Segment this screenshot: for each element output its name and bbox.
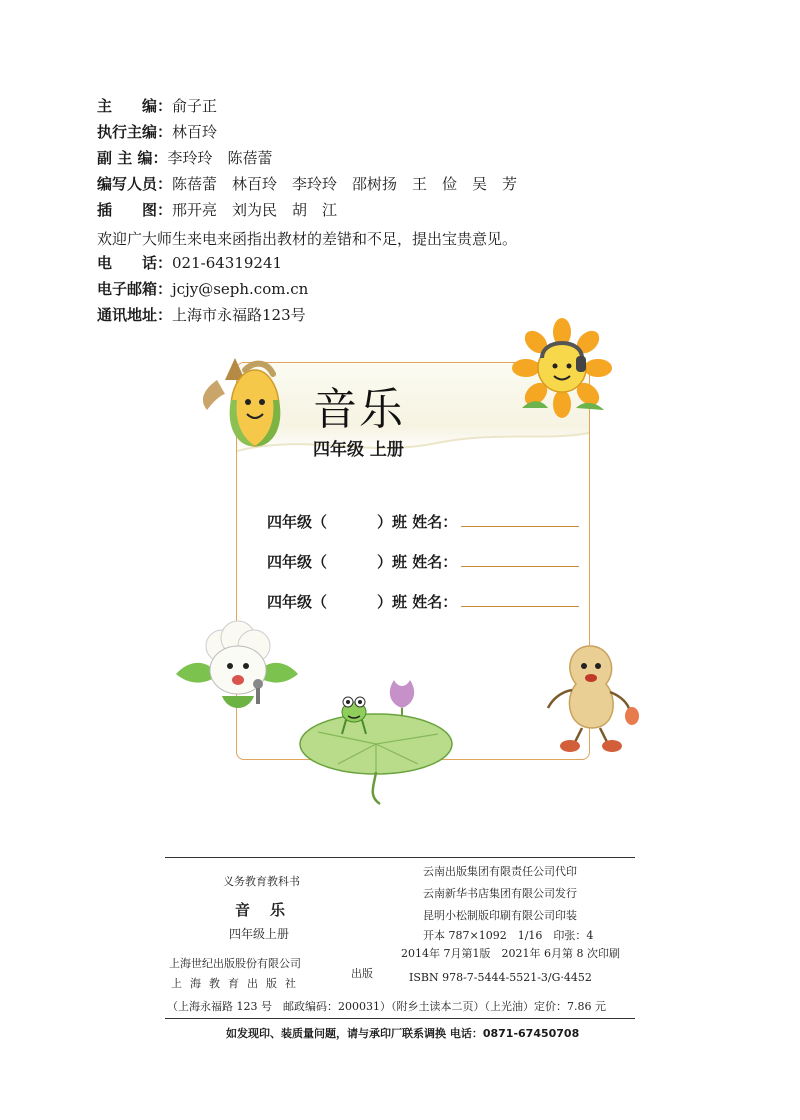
- class-label: ）班: [377, 553, 408, 571]
- corn-character-illustration: [195, 340, 295, 455]
- credit-value: 陈蓓蕾 林百玲 李玲玲 邵树扬 王 俭 吴 芳: [172, 175, 518, 193]
- contact-value: 上海市永福路123号: [172, 306, 306, 324]
- name-input-line[interactable]: [461, 554, 579, 567]
- peanut-character-illustration: [542, 636, 642, 756]
- credit-value: 俞子正: [172, 97, 218, 115]
- contact-label: 电子邮箱：: [97, 280, 173, 298]
- credit-label: 执行主编：: [97, 123, 173, 141]
- credit-label: 主 编：: [97, 97, 173, 115]
- credit-row-writers: [97, 171, 517, 197]
- name-label: 姓名：: [412, 553, 458, 571]
- colophon-printer-line: 云南出版集团有限责任公司代印: [423, 865, 577, 878]
- name-field-row: [267, 551, 579, 572]
- credit-row-illustrators: [97, 197, 517, 223]
- colophon-publisher-2: 上海教育出版社: [171, 977, 304, 990]
- contact-value: 021-64319241: [172, 254, 283, 272]
- contact-value: jcjy@seph.com.cn: [172, 280, 309, 298]
- credit-row-executive-editor: [97, 119, 517, 145]
- name-input-line[interactable]: [461, 514, 579, 527]
- quality-notice: 如发现印、装质量问题，请与承印厂联系调换 电话：0871-67450708: [226, 1027, 580, 1040]
- sunflower-character-illustration: [512, 318, 612, 418]
- colophon-chuban: 出版: [351, 967, 373, 980]
- name-field-row: [267, 511, 579, 532]
- colophon: [165, 857, 635, 1018]
- colophon-series: 义务教育教科书: [223, 875, 300, 888]
- book-title: 音乐: [313, 384, 405, 435]
- name-field-row: [267, 591, 579, 612]
- name-input-line[interactable]: [461, 594, 579, 607]
- name-label: 姓名：: [412, 513, 458, 531]
- name-label: 姓名：: [412, 593, 458, 611]
- contact-row-email: [97, 276, 308, 302]
- contact-block: [97, 250, 308, 328]
- credit-label: 插 图：: [97, 201, 173, 219]
- credit-row-deputy-editor: [97, 145, 517, 171]
- colophon-bottom-rule: [165, 1018, 635, 1019]
- cauliflower-character-illustration: [172, 612, 302, 722]
- credits-block: [97, 93, 517, 223]
- credit-value: 林百玲: [172, 123, 218, 141]
- colophon-title: 音乐: [235, 901, 306, 919]
- credit-value: 李玲玲 陈蓓蕾: [167, 149, 273, 167]
- colophon-subtitle: 四年级上册: [229, 927, 290, 941]
- contact-label: 电 话：: [97, 254, 173, 272]
- colophon-binder-line: 昆明小松制版印刷有限公司印装: [423, 909, 577, 922]
- welcome-text: 欢迎广大师生来电来函指出教材的差错和不足，提出宝贵意见。: [97, 230, 518, 248]
- colophon-isbn-line: ISBN 978-7-5444-5521-3/G·4452: [409, 971, 592, 984]
- colophon-distributor-line: 云南新华书店集团有限公司发行: [423, 887, 577, 900]
- class-label: ）班: [377, 593, 408, 611]
- colophon-edition-line: 2014年 7月第1版 2021年 6月第 8 次印刷: [401, 947, 620, 960]
- credit-label: 编写人员：: [97, 175, 173, 193]
- class-label: ）班: [377, 513, 408, 531]
- contact-row-phone: [97, 250, 308, 276]
- grade-label: 四年级（: [267, 553, 328, 571]
- contact-row-address: [97, 302, 308, 328]
- colophon-publisher-1: 上海世纪出版股份有限公司: [169, 957, 301, 970]
- grade-label: 四年级（: [267, 513, 328, 531]
- credit-value: 邢开亮 刘为民 胡 江: [172, 201, 338, 219]
- colophon-address-line: （上海永福路 123 号 邮政编码：200031）（附乡土读本二页）（上光油）定价：7.86 元: [167, 1000, 606, 1013]
- frog-on-lotus-leaf-illustration: [298, 672, 458, 806]
- contact-label: 通讯地址：: [97, 306, 173, 324]
- credit-row-chief-editor: [97, 93, 517, 119]
- credit-label: 副 主 编：: [97, 149, 168, 167]
- book-subtitle: 四年级 上册: [313, 440, 404, 460]
- colophon-format-line: 开本 787×1092 1/16 印张：4: [423, 929, 594, 942]
- grade-label: 四年级（: [267, 593, 328, 611]
